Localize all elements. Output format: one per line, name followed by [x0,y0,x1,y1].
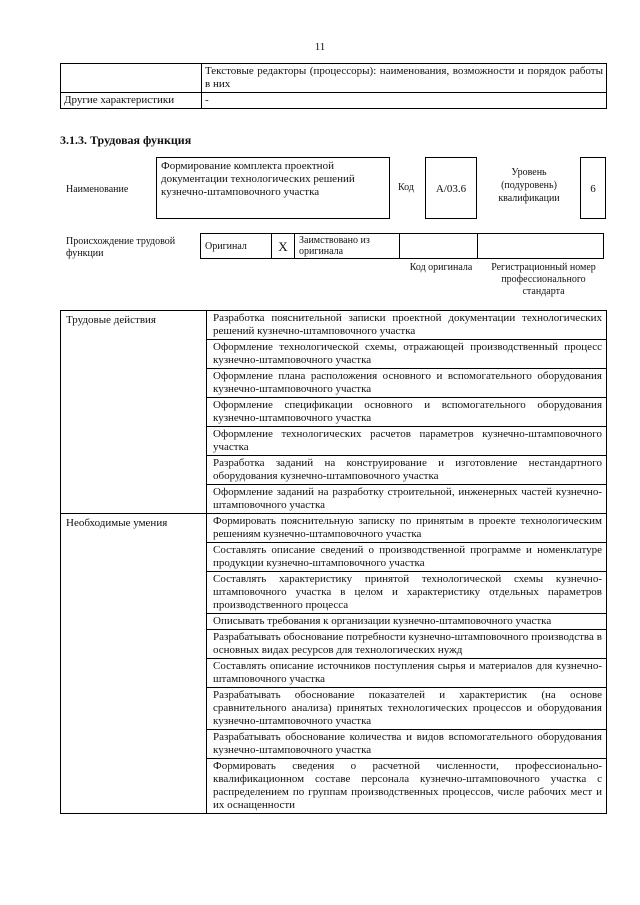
original-label: Оригинал [201,234,272,259]
section-title: 3.1.3. Трудовая функция [60,133,192,147]
list-item: Разрабатывать обоснование потребности кузнечно-штамповочного производства в основных видах ресурсов для технологических нужд [207,630,607,659]
origin-label: Происхождение трудовой функции [66,236,176,259]
empty-cell [61,64,202,93]
other-characteristics-label: Другие характеристики [61,93,202,109]
labor-actions-label: Трудовые действия [61,311,207,514]
continuation-table [60,63,607,109]
code-original-cell [400,234,478,259]
list-item: Разрабатывать обоснование количества и видов вспомогательного оборудования кузнечно-штамповочного участка [207,730,607,759]
knowledge-text: Текстовые редакторы (процессоры): наименования, возможности и порядок работы в них [202,64,607,93]
list-item: Разработка пояснительной записки проектной документации технологических решений кузнечно-штамповочного участка [207,311,607,340]
origin-table [200,233,604,259]
function-name-box: Формирование комплекта проектной документации технологических решений кузнечно-штамповочного участка [156,157,390,219]
qualification-level-box: 6 [580,157,606,219]
borrowed-label: Заимствовано из оригинала [295,234,400,259]
list-item: Разрабатывать обоснование показателей и характеристик (на основе сравнительного анализа) принятых технологических процессов и оборудования кузнечно-штамповочного участка [207,688,607,730]
list-item: Оформление технологической схемы, отражающей производственный процесс кузнечно-штамповочного участка [207,340,607,369]
table-row [61,64,607,93]
list-item: Оформление технологических расчетов параметров кузнечно-штамповочного участка [207,427,607,456]
list-item: Составлять описание источников поступления сырья и материалов для кузнечно-штамповочного участка [207,659,607,688]
list-item: Оформление спецификации основного и вспомогательного оборудования кузнечно-штамповочного участка [207,398,607,427]
other-characteristics-value: - [202,93,607,109]
required-skills-label: Необходимые умения [61,514,207,814]
list-item: Составлять описание сведений о производственной программе и номенклатуре продукции кузнечно-штамповочного участка [207,543,607,572]
list-item: Оформление заданий на разработку строительной, инженерных частей кузнечно-штамповочного участка [207,485,607,514]
code-value-box: A/03.6 [425,157,477,219]
table-row [61,93,607,109]
list-item: Формировать сведения о расчетной численности, профессионально-квалификационном составе персонала кузнечно-штамповочного участка с распределением по группам производственных процессов, числе рабочих мест и их оснащенности [207,759,607,814]
table-row [201,234,604,259]
list-item: Описывать требования к организации кузнечно-штамповочного участка [207,614,607,630]
reg-number-cell [478,234,604,259]
code-label: Код [398,182,414,193]
list-item: Составлять характеристику принятой технологической схемы кузнечно-штамповочного участка в целом и характеристику отдельных параметров производственного процесса [207,572,607,614]
list-item: Оформление плана расположения основного и вспомогательного оборудования кузнечно-штамповочного участка [207,369,607,398]
list-item: Разработка заданий на конструирование и изготовление нестандартного оборудования кузнечно-штамповочного участка [207,456,607,485]
code-original-caption: Код оригинала [409,262,473,273]
qualification-level-label: Уровень (подуровень) квалификации [498,167,560,204]
reg-number-caption: Регистрационный номер профессионального стандарта [491,262,596,297]
page-number: 11 [314,41,326,53]
function-details-table [60,310,607,814]
table-row [61,311,607,340]
list-item: Формировать пояснительную записку по принятым в проекте технологическим решениям кузнечно-штамповочного участка [207,514,607,543]
name-label: Наименование [66,184,129,195]
original-mark: X [272,234,295,259]
table-row [61,514,607,543]
